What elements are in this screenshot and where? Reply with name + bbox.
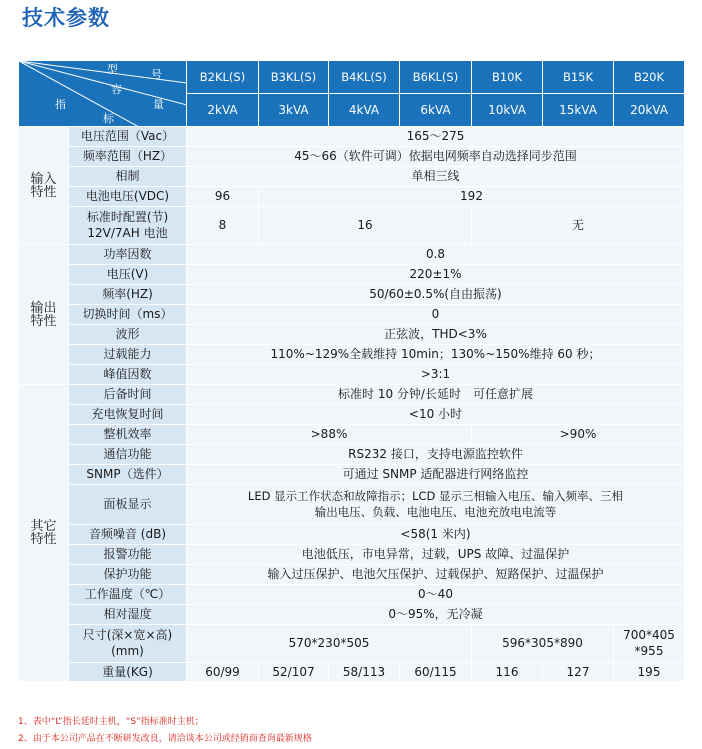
row-label-phase: 相制 bbox=[69, 167, 187, 187]
value-frequency: 50/60±0.5%(自由振荡) bbox=[187, 285, 685, 305]
model-header: B20K bbox=[614, 61, 685, 94]
category-output-label: 输出特性 bbox=[30, 300, 57, 329]
row-label-output-voltage: 电压(V) bbox=[69, 265, 187, 285]
row-label-voltage-range: 电压范围（Vac） bbox=[69, 127, 187, 147]
value-battery-config-3: 无 bbox=[472, 207, 685, 245]
value-crest-factor: >3:1 bbox=[187, 365, 685, 385]
row-label-weight: 重量(KG) bbox=[69, 663, 187, 682]
value-efficiency-1: >88% bbox=[187, 425, 472, 445]
model-header: B2KL(S) bbox=[187, 61, 259, 94]
value-dimensions-3 bbox=[614, 625, 685, 663]
model-header: B4KL(S) bbox=[329, 61, 400, 94]
capacity-header: 3kVA bbox=[259, 94, 329, 127]
battery-config-label-line2: 12V/7AH 电池 bbox=[87, 226, 168, 240]
value-overload: 110%~129%全载维持 10min；130%~150%维持 60 秒； bbox=[187, 345, 685, 365]
footnote-1: 1、表中“L”指长延时主机，“S”指标准时主机； bbox=[18, 717, 204, 727]
value-battery-config-2: 16 bbox=[259, 207, 472, 245]
value-protection: 输入过压保护、电池欠压保护、过载保护、短路保护、过温保护 bbox=[187, 565, 685, 585]
row-label-noise: 音频噪音 (dB) bbox=[69, 525, 187, 545]
row-label-switch-time: 切换时间（ms） bbox=[69, 305, 187, 325]
dimensions-label-line1: 尺寸(深×宽×高) bbox=[82, 628, 173, 642]
value-phase: 单相三线 bbox=[187, 167, 685, 187]
row-label-frequency: 频率(HZ) bbox=[69, 285, 187, 305]
value-power-factor: 0.8 bbox=[187, 245, 685, 265]
value-battery-voltage-1: 96 bbox=[187, 187, 259, 207]
row-label-crest-factor: 峰值因数 bbox=[69, 365, 187, 385]
capacity-header: 10kVA bbox=[472, 94, 543, 127]
model-header: B10K bbox=[472, 61, 543, 94]
value-dimensions-1: 570*230*505 bbox=[187, 625, 472, 663]
value-backup-time: 标准时 10 分钟/长延时 可任意扩展 bbox=[187, 385, 685, 405]
row-label-battery-voltage: 电池电压(VDC) bbox=[69, 187, 187, 207]
row-label-efficiency: 整机效率 bbox=[69, 425, 187, 445]
value-weight: 60/99 bbox=[187, 663, 259, 682]
row-label-protection: 保护功能 bbox=[69, 565, 187, 585]
value-noise: <58(1 米内) bbox=[187, 525, 685, 545]
category-input bbox=[19, 127, 69, 245]
value-freq-range: 45～66（软件可调）依据电网频率自动选择同步范围 bbox=[187, 147, 685, 167]
row-label-overload: 过载能力 bbox=[69, 345, 187, 365]
value-temperature: 0～40 bbox=[187, 585, 685, 605]
page-title: 技术参数 bbox=[22, 6, 110, 30]
row-label-battery-config bbox=[69, 207, 187, 245]
battery-config-label-line1: 标准时配置(节) bbox=[86, 210, 169, 224]
value-efficiency-2: >90% bbox=[472, 425, 685, 445]
value-snmp: 可通过 SNMP 适配器进行网络监控 bbox=[187, 465, 685, 485]
value-weight: 58/113 bbox=[329, 663, 400, 682]
dimensions-3-line2: *955 bbox=[634, 644, 664, 658]
model-header: B15K bbox=[543, 61, 614, 94]
capacity-header: 15kVA bbox=[543, 94, 614, 127]
capacity-header: 20kVA bbox=[614, 94, 685, 127]
value-weight: 116 bbox=[472, 663, 543, 682]
row-label-snmp: SNMP（选件） bbox=[69, 465, 187, 485]
category-other-label: 其它特性 bbox=[30, 519, 57, 547]
model-header: B3KL(S) bbox=[259, 61, 329, 94]
capacity-header: 4kVA bbox=[329, 94, 400, 127]
footnote-2: 2、由于本公司产品在不断研发改良，请洽谈本公司或经销商查询最新规格 bbox=[18, 734, 312, 744]
corner-label-xing: 型 bbox=[107, 63, 118, 76]
capacity-header: 2kVA bbox=[187, 94, 259, 127]
value-weight: 195 bbox=[614, 663, 685, 682]
value-weight: 52/107 bbox=[259, 663, 329, 682]
row-label-backup-time: 后备时间 bbox=[69, 385, 187, 405]
row-label-humidity: 相对湿度 bbox=[69, 605, 187, 625]
category-other bbox=[19, 385, 69, 682]
corner-label-biao: 标 bbox=[103, 112, 114, 125]
row-label-dimensions bbox=[69, 625, 187, 663]
row-label-temperature: 工作温度（℃） bbox=[69, 585, 187, 605]
value-output-voltage: 220±1% bbox=[187, 265, 685, 285]
category-output bbox=[19, 245, 69, 385]
value-battery-config-1: 8 bbox=[187, 207, 259, 245]
dimensions-3-line1: 700*405 bbox=[623, 628, 675, 642]
value-weight: 127 bbox=[543, 663, 614, 682]
panel-line2: 输出电压、负载、电池电压、电池充放电电流等 bbox=[314, 505, 557, 519]
value-voltage-range: 165～275 bbox=[187, 127, 685, 147]
corner-label-liang: 量 bbox=[153, 98, 164, 111]
value-waveform: 正弦波，THD<3% bbox=[187, 325, 685, 345]
model-header: B6KL(S) bbox=[400, 61, 472, 94]
value-switch-time: 0 bbox=[187, 305, 685, 325]
row-label-comm: 通信功能 bbox=[69, 445, 187, 465]
row-label-alarm: 报警功能 bbox=[69, 545, 187, 565]
value-humidity: 0～95%，无冷凝 bbox=[187, 605, 685, 625]
spec-table bbox=[18, 60, 685, 682]
corner-label-zhi: 指 bbox=[55, 98, 66, 111]
corner-label-rong: 容 bbox=[111, 83, 122, 96]
header-corner bbox=[19, 61, 187, 127]
value-recharge-time: <10 小时 bbox=[187, 405, 685, 425]
row-label-freq-range: 频率范围（HZ） bbox=[69, 147, 187, 167]
value-panel bbox=[187, 485, 685, 525]
value-alarm: 电池低压，市电异常，过载，UPS 故障、过温保护 bbox=[187, 545, 685, 565]
row-label-waveform: 波形 bbox=[69, 325, 187, 345]
capacity-header: 6kVA bbox=[400, 94, 472, 127]
value-weight: 60/115 bbox=[400, 663, 472, 682]
corner-label-hao: 号 bbox=[151, 68, 162, 81]
value-battery-voltage-2: 192 bbox=[259, 187, 685, 207]
dimensions-label-line2: (mm) bbox=[111, 644, 144, 658]
value-dimensions-2: 596*305*890 bbox=[472, 625, 614, 663]
row-label-power-factor: 功率因数 bbox=[69, 245, 187, 265]
row-label-panel: 面板显示 bbox=[69, 485, 187, 525]
row-label-recharge-time: 充电恢复时间 bbox=[69, 405, 187, 425]
panel-line1: LED 显示工作状态和故障指示；LCD 显示三相输入电压、输入频率、三相 bbox=[247, 489, 624, 503]
category-input-label: 输入特性 bbox=[30, 171, 57, 200]
value-comm: RS232 接口，支持电源监控软件 bbox=[187, 445, 685, 465]
